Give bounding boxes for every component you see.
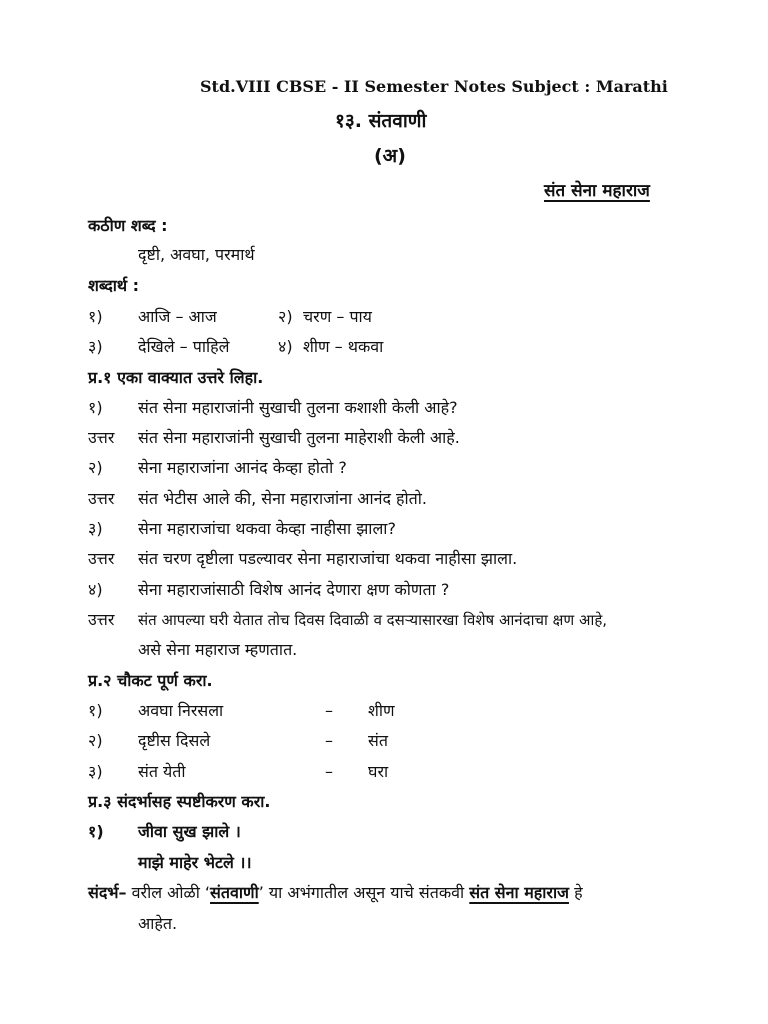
q3-verse-line1: जीवा सुख झाले । [138,822,241,841]
q1-num: ३) [88,519,103,538]
q1-answer: संत भेटीस आले की, सेना महाराजांना आनंद होतो. [138,489,428,508]
q3-num: १) [88,822,104,841]
q2-left: संत येती [138,762,186,781]
answer-label: उत्तर [88,549,115,568]
q2-dash: – [325,731,333,750]
context-continued: आहेत. [138,914,178,933]
q2-num: १) [88,701,103,720]
meaning-num: १) [88,307,103,326]
q2-dash: – [325,762,333,781]
q1-answer: संत आपल्या घरी येतात तोच दिवस दिवाळी व दसऱ्यासारखा विशेष आनंदाचा क्षण आहे, [138,611,608,629]
meaning-item: आजि – आज [138,307,217,326]
poet-name: संत सेना महाराज [544,181,650,201]
chapter-title: १३. संतवाणी [335,110,427,132]
context-text: ’ या अभंगातील असून याचे संतकवी [258,883,465,902]
q1-answer-continued: असे सेना महाराज म्हणतात. [138,640,298,659]
q2-right: संत [368,731,388,750]
meaning-item: चरण – पाय [303,307,372,326]
meaning-num: २) [278,307,293,326]
q1-question: सेना महाराजांना आनंद केव्हा होतो ? [138,458,347,477]
q2-right: शीण [368,701,395,720]
q2-dash: – [325,701,333,720]
context-label: संदर्भ– [88,883,127,902]
q2-num: ३) [88,762,103,781]
difficult-words-list: दृष्टी, अवघा, परमार्थ [138,245,255,264]
q2-num: २) [88,731,103,750]
q1-num: २) [88,458,103,477]
context-text: हे [574,883,583,902]
q1-question: सेना महाराजांचा थकवा केव्हा नाहीसा झाला? [138,519,396,538]
q2-heading: प्र.२ चौकट पूर्ण करा. [88,671,213,690]
q3-heading: प्र.३ संदर्भासह स्पष्टीकरण करा. [88,792,271,811]
difficult-words-heading: कठीण शब्द : [88,216,168,235]
q2-right: घरा [368,762,389,781]
section-label: (अ) [374,145,406,167]
meaning-item: शीण – थकवा [303,337,384,356]
q1-question: सेना महाराजांसाठी विशेष आनंद देणारा क्षण कोणता ? [138,580,450,599]
q1-heading: प्र.१ एका वाक्यात उत्तरे लिहा. [88,368,264,387]
meaning-num: ३) [88,337,103,356]
meaning-item: देखिले – पाहिले [138,337,230,356]
context-title: संतवाणी [210,883,259,902]
context-text: वरील ओळी ‘ [131,883,211,902]
page-header: Std.VIII CBSE - II Semester Notes Subject : Marathi [200,77,668,96]
q2-left: दृष्टीस दिसले [138,731,211,750]
q2-left: अवघा निरसला [138,701,224,720]
q1-num: १) [88,398,103,417]
q1-answer: संत सेना महाराजांनी सुखाची तुलना माहेराशी केली आहे. [138,428,460,447]
answer-label: उत्तर [88,489,115,508]
q1-num: ४) [88,580,103,599]
context-line [88,883,583,903]
answer-label: उत्तर [88,610,115,629]
q1-question: संत सेना महाराजांनी सुखाची तुलना कशाशी केली आहे? [138,398,458,417]
context-poet: संत सेना महाराज [469,883,569,902]
answer-label: उत्तर [88,428,115,447]
q1-answer: संत चरण दृष्टीला पडल्यावर सेना महाराजांचा थकवा नाहीसा झाला. [138,549,518,568]
q3-verse-line2: माझे माहेर भेटले ।। [138,853,252,872]
meaning-num: ४) [278,337,293,356]
meanings-heading: शब्दार्थ : [88,276,140,295]
